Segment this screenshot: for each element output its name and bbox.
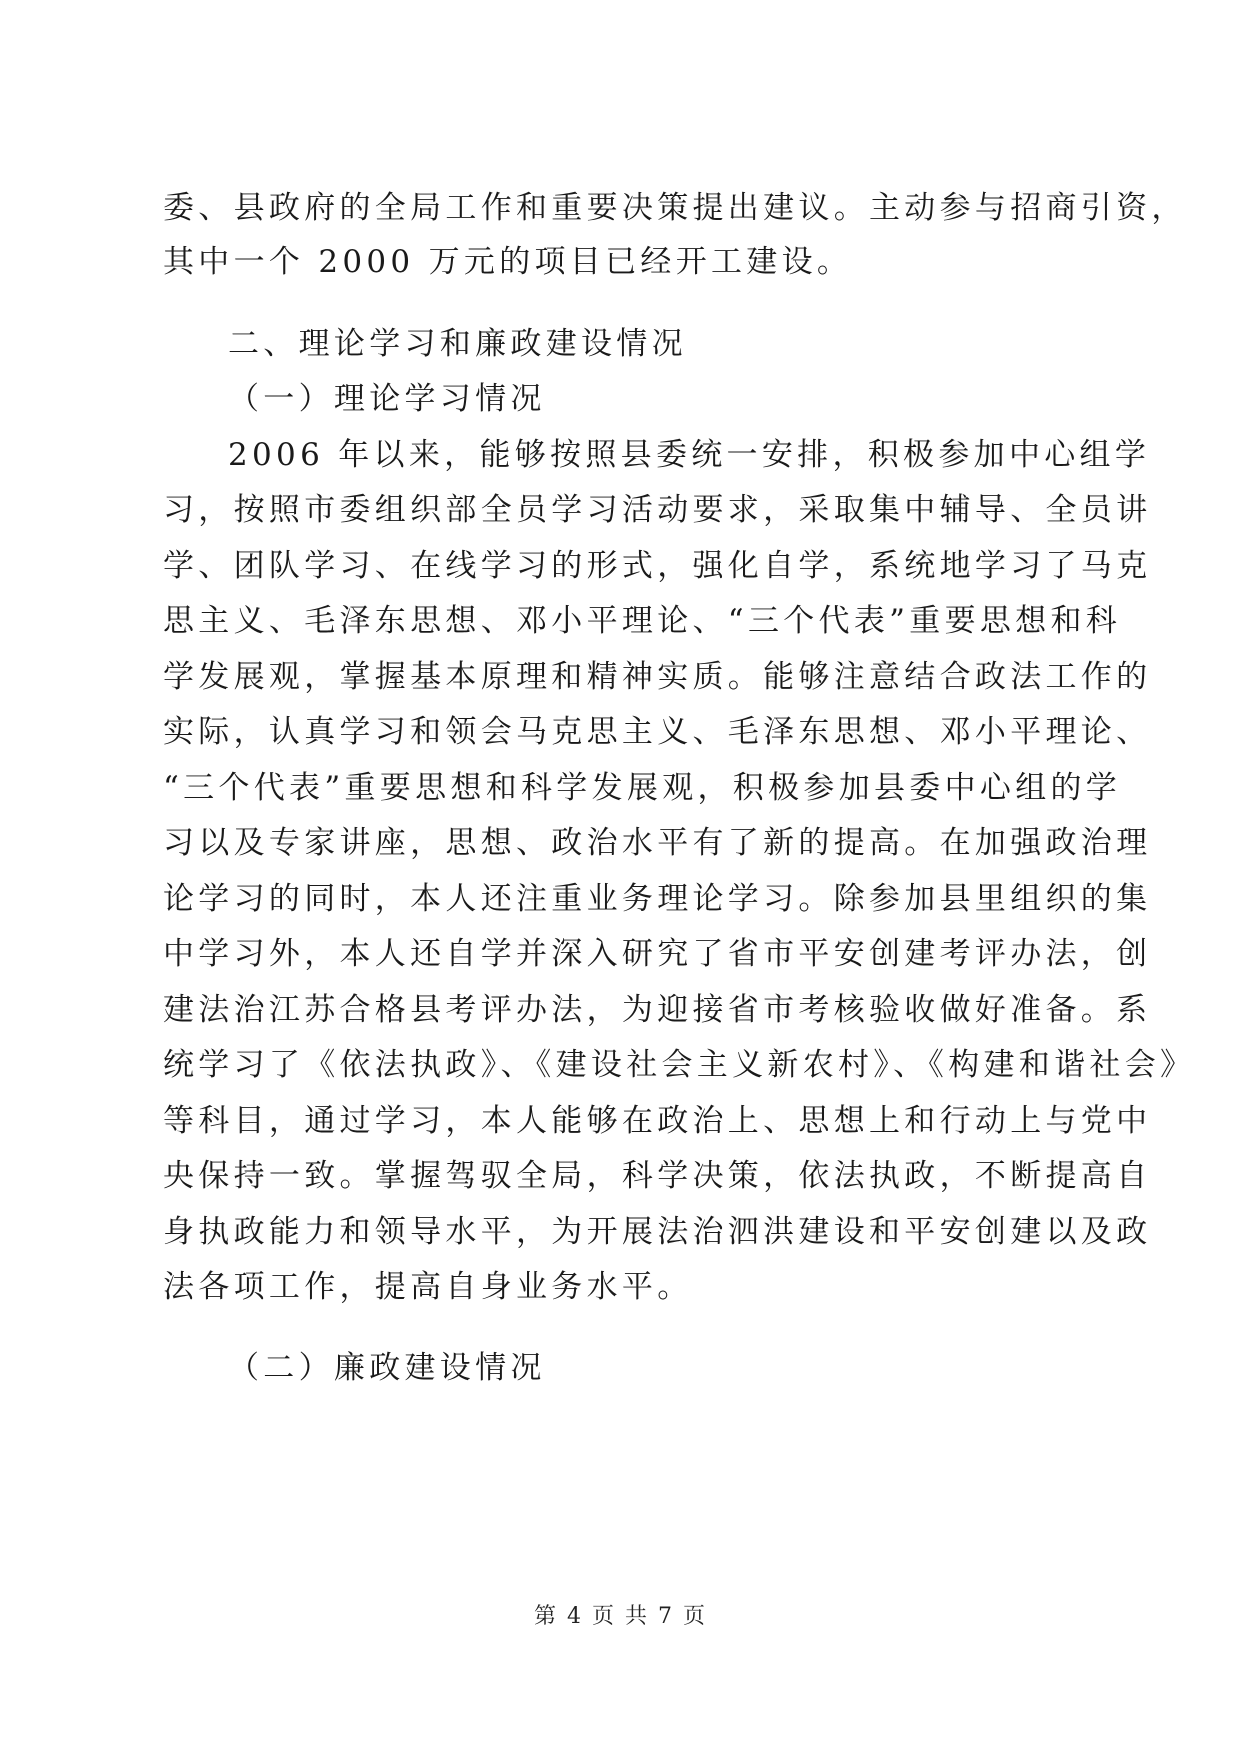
- subsection-heading: （一）理论学习情况: [228, 381, 546, 417]
- subsection-heading: （二）廉政建设情况: [228, 1350, 546, 1386]
- page-number-footer: 第 4 页 共 7 页: [534, 1604, 707, 1629]
- body-text-line: 其中一个 2000 万元的项目已经开工建设。: [163, 244, 853, 280]
- body-text-line: 委、县政府的全局工作和重要决策提出建议。主动参与招商引资，: [163, 190, 1187, 226]
- body-text-line: 统学习了《依法执政》、《建设社会主义新农村》、《构建和谐社会》: [163, 1047, 1196, 1083]
- body-text-line: 2006 年以来，能够按照县委统一安排，积极参加中心组学: [228, 437, 1151, 473]
- body-text-line: 习以及专家讲座，思想、政治水平有了新的提高。在加强政治理: [163, 825, 1152, 861]
- body-text-line: 身执政能力和领导水平，为开展法治泗洪建设和平安创建以及政: [163, 1214, 1152, 1250]
- body-text-line: 建法治江苏合格县考评办法，为迎接省市考核验收做好准备。系: [163, 992, 1152, 1028]
- body-text-line: 中学习外，本人还自学并深入研究了省市平安创建考评办法，创: [163, 936, 1152, 972]
- body-text-line: 法各项工作，提高自身业务水平。: [163, 1269, 693, 1305]
- body-text-line: 论学习的同时，本人还注重业务理论学习。除参加县里组织的集: [163, 881, 1152, 917]
- body-text-line: 思主义、毛泽东思想、邓小平理论、“三个代表”重要思想和科: [163, 603, 1122, 639]
- body-text-line: 等科目，通过学习，本人能够在政治上、思想上和行动上与党中: [163, 1103, 1152, 1139]
- body-text-line: 实际，认真学习和领会马克思主义、毛泽东思想、邓小平理论、: [163, 714, 1152, 750]
- body-text-line: 习，按照市委组织部全员学习活动要求，采取集中辅导、全员讲: [163, 492, 1152, 528]
- body-text-line: 学发展观，掌握基本原理和精神实质。能够注意结合政法工作的: [163, 659, 1152, 695]
- body-text-line: 学、团队学习、在线学习的形式，强化自学，系统地学习了马克: [163, 548, 1152, 584]
- section-heading: 二、理论学习和廉政建设情况: [228, 326, 687, 362]
- body-text-line: “三个代表”重要思想和科学发展观，积极参加县委中心组的学: [163, 770, 1122, 806]
- body-text-line: 央保持一致。掌握驾驭全局，科学决策，依法执政，不断提高自: [163, 1158, 1152, 1194]
